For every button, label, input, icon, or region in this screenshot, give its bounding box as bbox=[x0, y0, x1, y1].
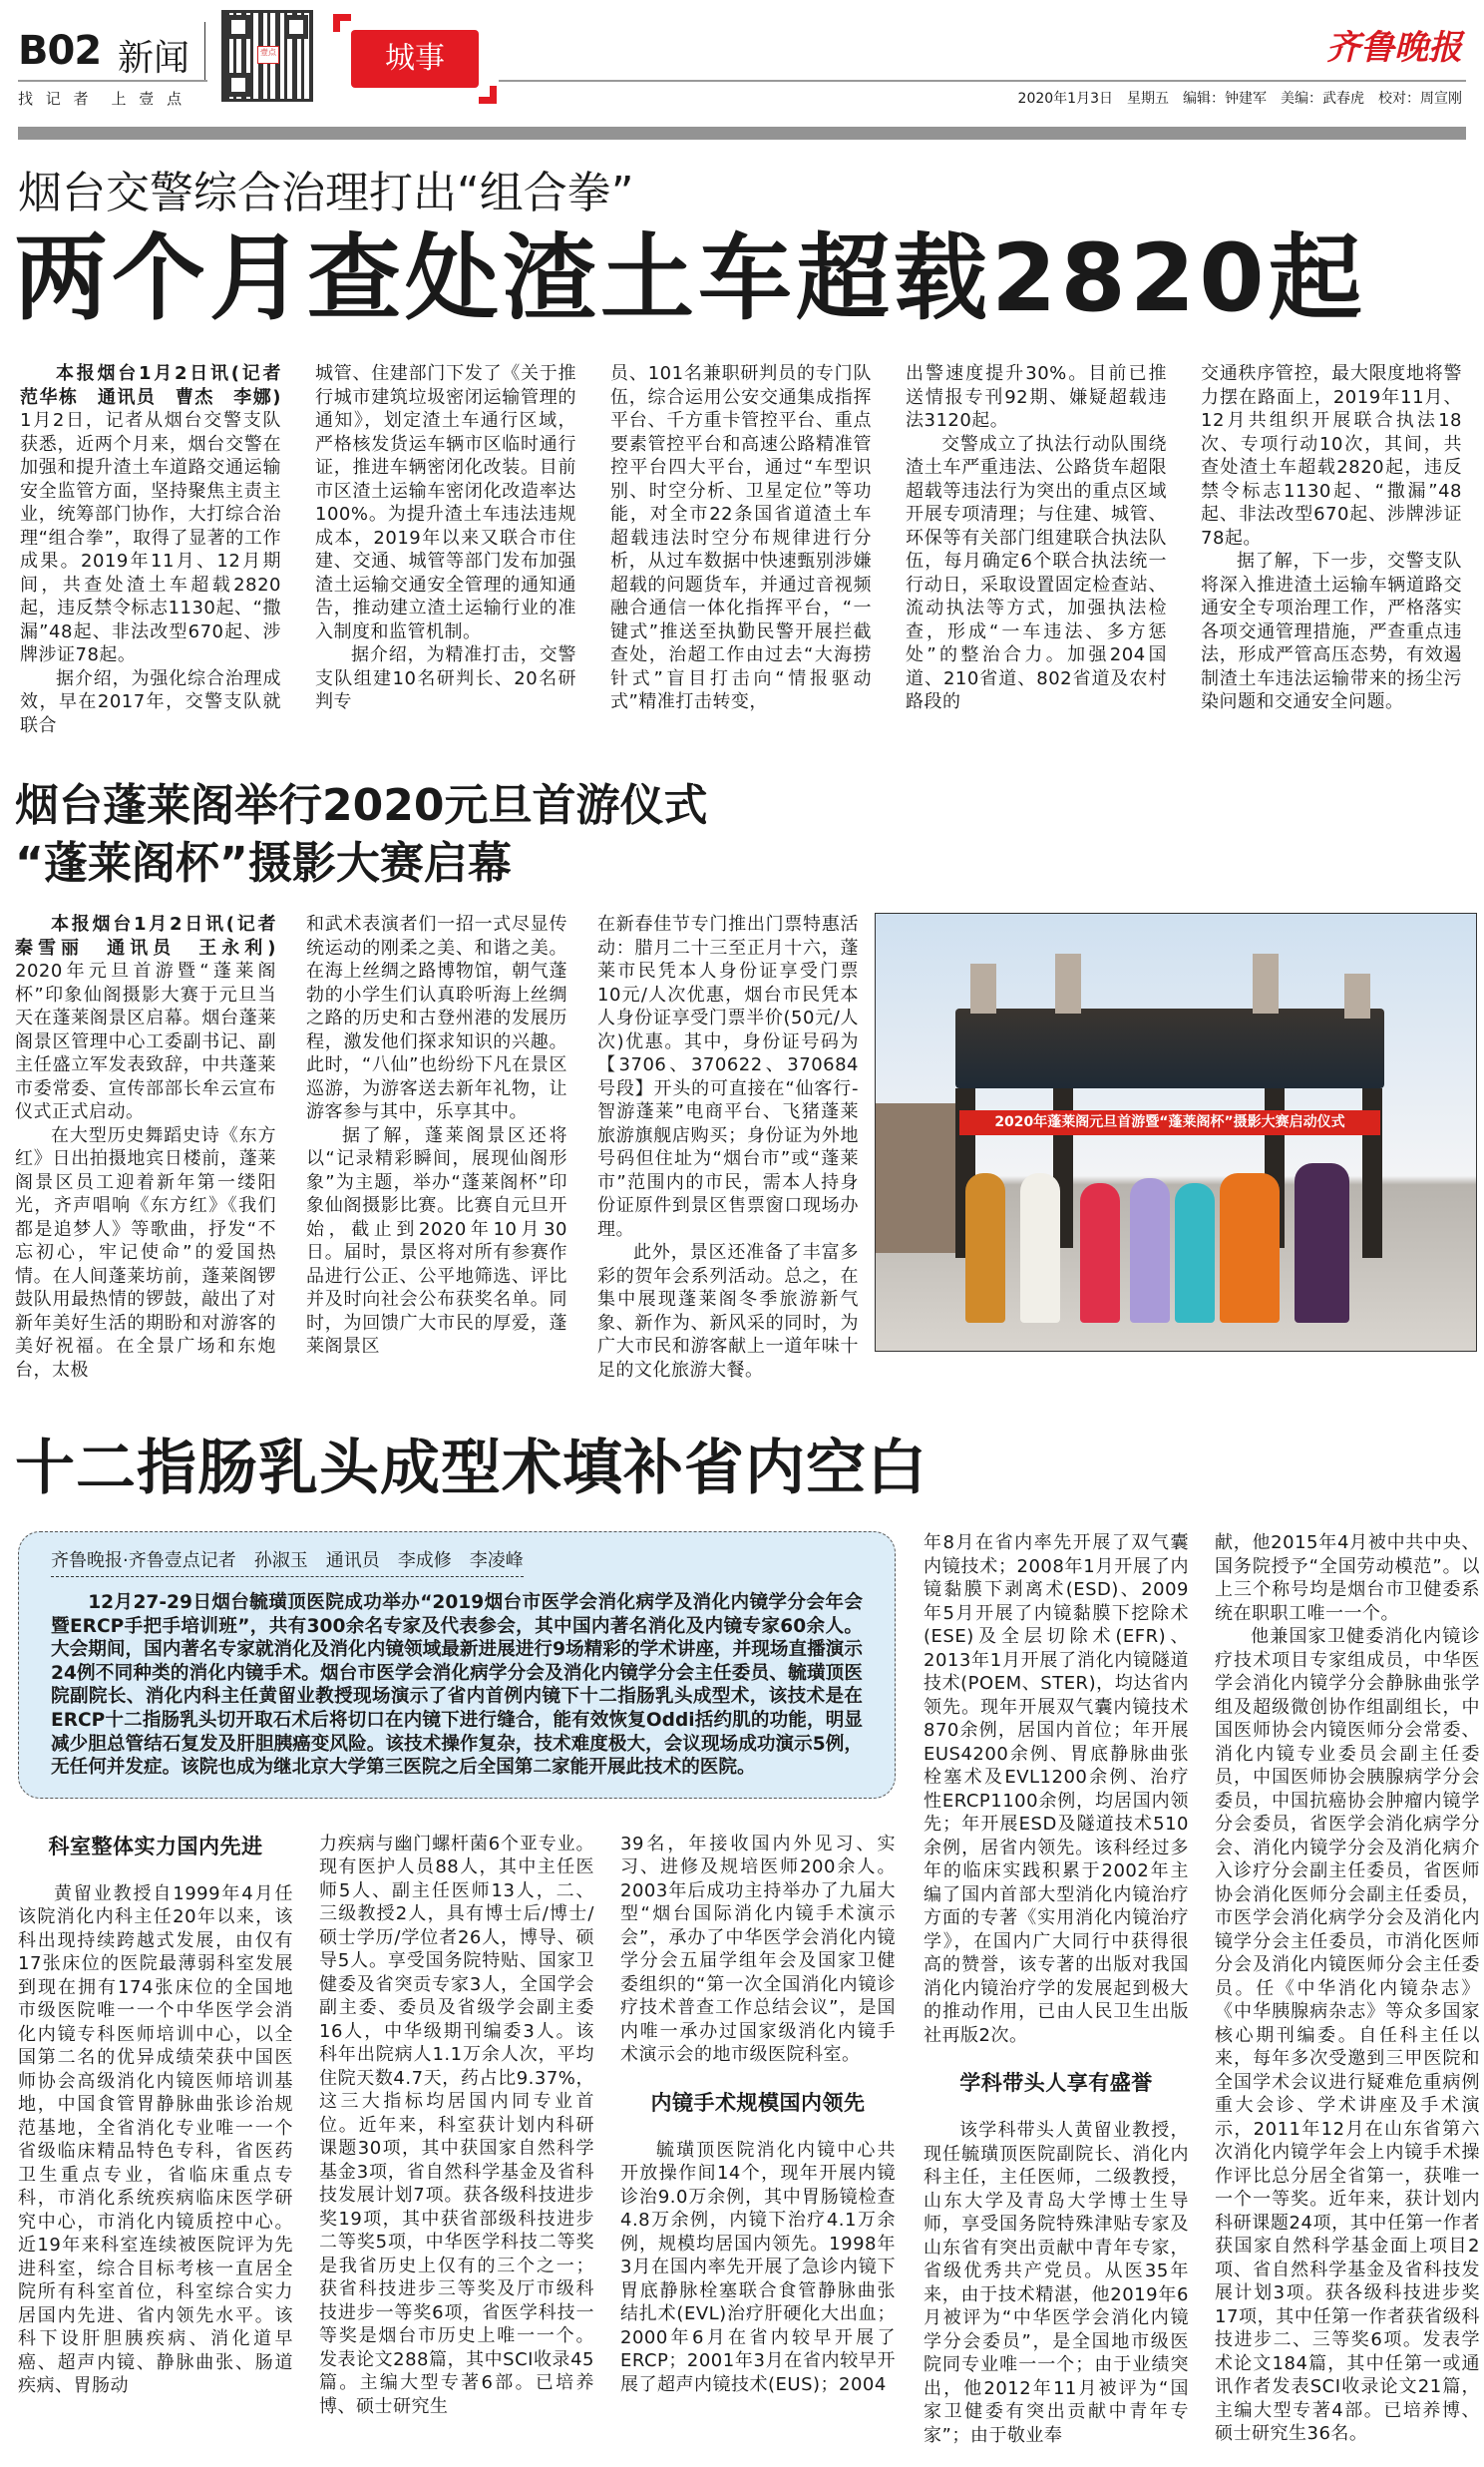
article1-lead: 本报烟台1月2日讯(记者 范华栋 通讯员 曹杰 李娜) bbox=[20, 363, 300, 408]
divider bbox=[499, 80, 1466, 82]
paragraph: 力疾病与幽门螺杆菌6个亚专业。现有医护人员88人，其中主任医师5人、副主任医师13人，二、三级教授2人，具有博士后/博士/硕士学历/学位者26人，博导、硕导5人。享受国务院特贴、国家卫健委及省突贡专家3人，全国学会副主委、委员及省级学会副主委16人，中华级期刊编委3人。该科年出院病人1.1万余人次，平均住院天数4.7天，药占比9.37%，这三大指标均居国内同专业首位。近年来，科室获计划内科研课题30项，其中获国家自然科学基金3项，省自然科学基金及省科技发展计划7项。获各级科技进步奖19项，其中获省部级科技进步二等奖5项，中华医学科技二等奖是我省历史上仅有的三个之一；获省科技进步三等奖及厅市级科技进步一等奖6项，省医学科技一等奖是烟台市历史上唯一一个。发表论文288篇，其中SCI收录45篇。主编大型专著6部。已培养博、硕士研究生 bbox=[319, 1833, 594, 2417]
pillar bbox=[1344, 974, 1370, 1019]
subheading: 学科带头人享有盛誉 bbox=[959, 2071, 1153, 2095]
article3-lower-columns bbox=[18, 1833, 896, 2419]
column-tag: 城事 bbox=[351, 30, 479, 88]
section-name: 新闻 bbox=[118, 38, 190, 79]
article3-byline: 齐鲁晚报·齐鲁壹点记者 孙淑玉 通讯员 李成修 李凌峰 bbox=[51, 1546, 524, 1577]
paragraph: 1月2日，记者从烟台交警支队获悉，近两个月来，烟台交警在加强和提升渣土车道路交通运输安全监管方面，坚持聚焦主责主业，统筹部门协作，大打综合治理“组合拳”，取得了显著的工作成果。2019年11月、12月期间，共查处渣土车超载2820起，违反禁令标志1130起、“撒漏”48起、非法改型670起、涉牌涉证78起。 bbox=[20, 410, 281, 665]
paragraph: 据介绍，为强化综合治理成效，早在2017年，交警支队就联合 bbox=[20, 667, 281, 736]
photo-banner: 2020年蓬莱阁元旦首游暨“蓬莱阁杯”摄影大赛启动仪式 bbox=[959, 1110, 1380, 1135]
paragraph: 他兼国家卫健委消化内镜诊疗技术项目专家组成员，中华医学会消化内镜学分会静脉曲张学组及超级微创协作组副组长，中国医师协会内镜医师分会常委、消化内镜专业委员会副主任委员，中国医师协会胰腺病学分会委员，中国抗癌协会肿瘤内镜学分会委员，省医学会消化病学分会、消化内镜学分会及消化病介入诊疗分会副主任委员，省医师协会消化医师分会副主任委员，市医学会消化病学分会及消化内镜学分会主任委员，市消化医师分会及消化内镜医师分会主任委员。任《中华消化内镜杂志》《中华胰腺病杂志》等众多国家核心期刊编委。自任科主任以来，每年多次受邀到三甲医院和全国学术会议进行疑难危重病例重大会诊、学术讲座及手术演示，2011年12月在山东省第六次消化内镜学年会上内镜手术操作评比总分居全省第一，获唯一一个一等奖。近年来，获计划内科研课题24项，其中任第一作者获国家自然科学基金面上项目2项、省自然科学基金及省科技发展计划3项。获各级科技进步奖17项，其中任第一作者获省级科技进步二、三等奖6项。发表学术论文184篇，其中任第一或通讯作者发表SCI收录论文21篇，主编大型专著4部。已培养博、硕士研究生36名。 bbox=[1215, 1626, 1480, 2444]
article2-column-1 bbox=[15, 913, 295, 1382]
article2-column-2 bbox=[306, 913, 567, 1359]
qr-label: 壹点 bbox=[257, 46, 279, 64]
paragraph: 年8月在省内率先开展了双气囊内镜技术；2008年1月开展了内镜黏膜下剥离术(ESD)、2009年5月开展了内镜黏膜下挖除术(ESE)及全层切除术(EFR)、2013年1月开展了消化内镜隧道技术(POEM、STER)，均达省内领先。现年开展双气囊内镜技术870余例，居国内首位；年开展EUS4200余例、胃底静脉曲张栓塞术及EVL1200余例、治疗性ERCP1100余例，均居国内领先；年开展ESD及隧道技术510余例，居省内领先。该科经过多年的临床实践积累于2002年主编了国内首部大型消化内镜治疗方面的专著《实用消化内镜治疗学》，在国内广大同行中获得很高的赞誉，该专著的出版对我国消化内镜治疗学的发展起到极大的推动作用，已由人民卫生出版社再版2次。 bbox=[924, 1532, 1189, 2046]
archway-roof bbox=[955, 1009, 1384, 1088]
slogan: 找 记 者 上 壹 点 bbox=[18, 90, 186, 108]
performer bbox=[1080, 1183, 1120, 1323]
paragraph: 交警成立了执法行动队围绕渣土车严重违法、公路货车超限超载等违法行为突出的重点区域开展专项清理；与住建、城管、环保等有关部门组建联合执法队伍，每月确定6个联合执法统一行动日，采取设置固定检查站、流动执法等方式，加强执法检查，形成“一车违法、多方惩处”的整治合力。加强204国道、210省道、802省道及农村路段的 bbox=[906, 433, 1167, 712]
paragraph: 据了解，下一步，交警支队将深入推进渣土运输车辆道路交通安全专项治理工作，严格落实各项交通管理措施，严查重点违法，形成严管高压态势，有效遏制渣土车违法运输带来的扬尘污染问题和交通安全问题。 bbox=[1201, 551, 1462, 712]
article3-headline: 十二指肠乳头成型术填补省内空白 bbox=[15, 1434, 928, 1503]
qr-code-icon[interactable] bbox=[221, 10, 313, 102]
paragraph: 献，他2015年4月被中共中央、国务院授予“全国劳动模范”。以上三个称号均是烟台市卫健委系统在职职工唯一一个。 bbox=[1215, 1532, 1480, 1624]
article1-column-1 bbox=[20, 362, 300, 737]
article1-headline: 两个月查处渣土车超载2820起 bbox=[14, 224, 1366, 333]
article2-body bbox=[15, 913, 1484, 1382]
article1-column-2 bbox=[315, 362, 576, 714]
page-end-spacer bbox=[0, 2447, 1484, 2467]
performer bbox=[965, 1173, 1005, 1323]
pillar bbox=[1253, 954, 1279, 1014]
paragraph: 据了解，蓬莱阁景区还将以“记录精彩瞬间，展现仙阁形象”为主题，举办“蓬莱阁杯”印象仙阁摄影比赛。比赛自元旦开始，截止到2020年10月30日。届时，景区将对所有参赛作品进行公正、公平地筛选、评比并及时向社会公布获奖名单。同时，为回馈广大市民的厚爱，蓬莱阁景区 bbox=[306, 1124, 567, 1357]
pillar bbox=[1055, 954, 1081, 1014]
paragraph: 据介绍，为精准打击，交警支队组建10名研判长、20名研判专 bbox=[315, 644, 576, 712]
performer bbox=[1020, 1173, 1060, 1323]
corner-decoration bbox=[479, 86, 497, 104]
article3-left-area bbox=[18, 1531, 896, 2418]
article3-right-columns bbox=[924, 1531, 1480, 2447]
article3-column-5 bbox=[1215, 1531, 1480, 2446]
paragraph: 交通秩序管控，最大限度地将警力摆在路面上，2019年11月、12月共组织开展联合执法18次、专项行动10次，其间，共查处渣土车超载2820起，违反禁令标志1130起、“撒漏”48起、非法改型670起、涉牌涉证78起。 bbox=[1201, 363, 1462, 549]
article3-column-3 bbox=[620, 1833, 896, 2397]
article1-column-3 bbox=[610, 362, 872, 714]
paragraph: 在新春佳节专门推出门票特惠活动：腊月二十三至正月十六，蓬莱市民凭本人身份证享受门票10元/人次优惠，烟台市民凭本人身份证享受门票半价(50元/人次)优惠。其中，身份证号码为【3706、370622、370684号段】开头的可直接在“仙客行-智游蓬莱”电商平台、飞猪蓬莱旅游旗舰店购买；身份证为外地号码但住址为“烟台市”或“蓬莱市”范围内的市民，需本人持身份证原件到景区售票窗口现场办理。 bbox=[597, 914, 859, 1240]
masthead bbox=[0, 0, 1484, 145]
newspaper-logo: 齐鲁晚报 bbox=[1326, 28, 1462, 68]
article2-headline: 烟台蓬莱阁举行2020元旦首游仪式 bbox=[15, 780, 708, 831]
article1-kicker: 烟台交警综合治理打出“组合拳” bbox=[18, 168, 634, 218]
summary-box bbox=[18, 1531, 896, 1799]
article3-column-2 bbox=[319, 1833, 594, 2419]
event-photo bbox=[875, 913, 1477, 1352]
paragraph: 在大型历史舞蹈史诗《东方红》日出拍摄地宾日楼前，蓬莱阁景区员工迎着新年第一缕阳光，齐声唱响《东方红》《我们都是追梦人》等歌曲，抒发“不忘初心，牢记使命”的爱国热情。在人间蓬莱坊前，蓬莱阁锣鼓队用最热情的锣鼓，敲出了对新年美好生活的期盼和对游客的美好祝福。在全景广场和东炮台，太极 bbox=[15, 1124, 276, 1381]
summary-text: 12月27-29日烟台毓璜顶医院成功举办“2019烟台市医学会消化病学及消化内镜学分会年会暨ERCP手把手培训班”，共有300余名专家及代表参会，其中国内著名消化及内镜专家60余人。大会期间，国内著名专家就消化及消化内镜领域最新进展进行9场精彩的学术讲座，并现场直播演示24例不同种类的消化内镜手术。烟台市医学会消化病学分会及消化内镜学分会主任委员、毓璜顶医院副院长、消化内科主任黄留业教授现场演示了省内首例内镜下十二指肠乳头成型术，该技术是在ERCP十二指肠乳头切开取石术后将切口在内镜下进行缝合，能有效恢复Oddi括约肌的功能，明显减少胆总管结石复发及肝胆胰癌变风险。该技术操作复杂，技术难度极大，会议现场成功演示5例，无任何并发症。该院也成为继北京大学第三医院之后全国第二家能开展此技术的医院。 bbox=[51, 1592, 863, 1779]
paragraph: 黄留业教授自1999年4月任该院消化内科主任20年以来，该科出现持续跨越式发展，由仅有17张床位的医院最薄弱科室发展到现在拥有174张床位的全国地市级医院唯一一个中华医学会消化内镜专科医师培训中心，以全国第二名的优异成绩荣获中国医师协会高级消化内镜医师培训基地，中国食管胃静脉曲张诊治规范基地，全省消化专业唯一一个省级临床精品特色专科，省医药卫生重点专业，省临床重点专科，市消化系统疾病临床医学研究中心，市消化内镜质控中心。近19年来科室连续被医院评为先进科室，综合目标考核一直居全院所有科室首位，科室综合实力居国内先进、省内领先水平。该科下设肝胆胰疾病、消化道早癌、超声内镜、静脉曲张、肠道疾病、胃肠动 bbox=[18, 1882, 293, 2397]
paragraph: 员、101名兼职研判员的专门队伍，综合运用公安交通集成指挥平台、千方重卡管控平台、重点要素管控平台和高速公路精准管控平台四大平台，通过“车型识别、时空分析、卫星定位”等功能，对全市22条国省道渣土车超载违法时空分布规律进行分析，从过车数据中快速甄别涉嫌超载的问题货车，并通过音视频融合通信一体化指挥平台，“一键式”推送至执勤民警开展拦截查处，治超工作由过去“大海捞针式”盲目打击向“情报驱动式”精准打击转变， bbox=[610, 363, 872, 712]
article2-subheadline: “蓬莱阁杯”摄影大赛启幕 bbox=[15, 838, 512, 889]
article3-column-4 bbox=[924, 1531, 1189, 2447]
performer bbox=[1130, 1178, 1170, 1323]
performer bbox=[1175, 1183, 1215, 1323]
article1-column-5 bbox=[1201, 362, 1462, 714]
paragraph: 此外，景区还准备了丰富多彩的贺年会系列活动。总之，在集中展现蓬莱阁冬季旅游新气象、新作为、新风采的同时，为广大市民和游客献上一道年味十足的文化旅游大餐。 bbox=[597, 1242, 859, 1381]
page-number: B02 bbox=[18, 28, 102, 74]
article3-body bbox=[0, 1531, 1484, 2447]
paragraph: 2020年元旦首游暨“蓬莱阁杯”印象仙阁摄影大赛于元旦当天在蓬莱阁景区启幕。烟台蓬莱阁景区管理中心工委副书记、副主任盛立军发表致辞，中共蓬莱市委常委、宣传部部长牟云宣布仪式正式启动。 bbox=[15, 961, 276, 1122]
performer bbox=[1220, 1173, 1280, 1323]
article1-column-4 bbox=[906, 362, 1167, 714]
subheading: 科室整体实力国内先进 bbox=[48, 1834, 263, 1858]
paragraph: 该学科带头人黄留业教授，现任毓璜顶医院副院长、消化内科主任，主任医师，二级教授，山东大学及青岛大学博士生导师，享受国务院特殊津贴专家及山东省有突出贡献中青年专家，省级优秀共产党员。从医35年来，由于技术精湛，他2019年6月被评为“中华医学会消化内镜学分会委员”，是全国地市级医院同专业唯一一个；由于业绩突出，他2012年11月被评为“国家卫健委有突出贡献中青年专家”；由于敬业奉 bbox=[924, 2120, 1189, 2446]
subheading: 内镜手术规模国内领先 bbox=[650, 2090, 866, 2115]
paragraph: 出警速度提升30%。目前已推送情报专刊92期、嫌疑超载违法3120起。 bbox=[906, 363, 1167, 431]
pillar bbox=[970, 964, 996, 1014]
performer bbox=[1295, 1163, 1349, 1323]
article3-column-1 bbox=[18, 1833, 293, 2398]
divider-bar bbox=[18, 127, 1466, 140]
paragraph: 城管、住建部门下发了《关于推行城市建筑垃圾密闭运输管理的通知》，划定渣土车通行区域，严格核发货运车辆市区临时通行证，推进车辆密闭化改装。目前市区渣土运输车密闭化改造率达100%。为提升渣土车违法违规成本，2019年以来又联合市住建、交通、城管等部门发布加强渣土运输交通安全管理的通知通告，推动建立渣土运输行业的准入制度和监管机制。 bbox=[315, 363, 576, 642]
article2-column-3 bbox=[597, 913, 859, 1382]
paragraph: 毓璜顶医院消化内镜中心共开放操作间14个，现年开展内镜诊治9.0万余例，其中胃肠镜检查4.8万余例，内镜下治疗4.1万余例，规模均居国内领先。1998年3月在国内率先开展了急诊内镜下胃底静脉栓塞联合食管静脉曲张结扎术(EVL)治疗肝硬化大出血；2000年6月在省内较早开展了ERCP；2001年3月在省内较早开展了超声内镜技术(EUS)；2004 bbox=[620, 2139, 896, 2395]
divider bbox=[204, 22, 205, 80]
dateline: 2020年1月3日 星期五 编辑：钟建军 美编：武春虎 校对：周宣刚 bbox=[1017, 91, 1462, 107]
side-building bbox=[876, 1103, 955, 1253]
paragraph: 和武术表演者们一招一式尽显传统运动的刚柔之美、和谐之美。在海上丝绸之路博物馆，朝气蓬勃的小学生们认真聆听海上丝绸之路的历史和古登州港的发展历程，激发他们探求知识的兴趣。此时，“八仙”也纷纷下凡在景区巡游，为游客送去新年礼物，让游客参与其中，乐享其中。 bbox=[306, 914, 567, 1122]
paragraph: 39名，年接收国内外见习、实习、进修及规培医师200余人。2003年后成功主持举办了九届大型“烟台国际消化内镜手术演示会”，承办了中华医学会消化内镜学分会五届学组年会及国家卫健委组织的“第一次全国消化内镜诊疗技术普查工作总结会议”，是国内唯一承办过国家级消化内镜手术演示会的地市级医院科室。 bbox=[620, 1833, 896, 2066]
article1-body bbox=[20, 362, 1484, 737]
article2-lead: 本报烟台1月2日讯(记者 秦雪丽 通讯员 王永利) bbox=[15, 914, 295, 959]
corner-decoration bbox=[333, 14, 351, 32]
divider bbox=[18, 80, 207, 82]
